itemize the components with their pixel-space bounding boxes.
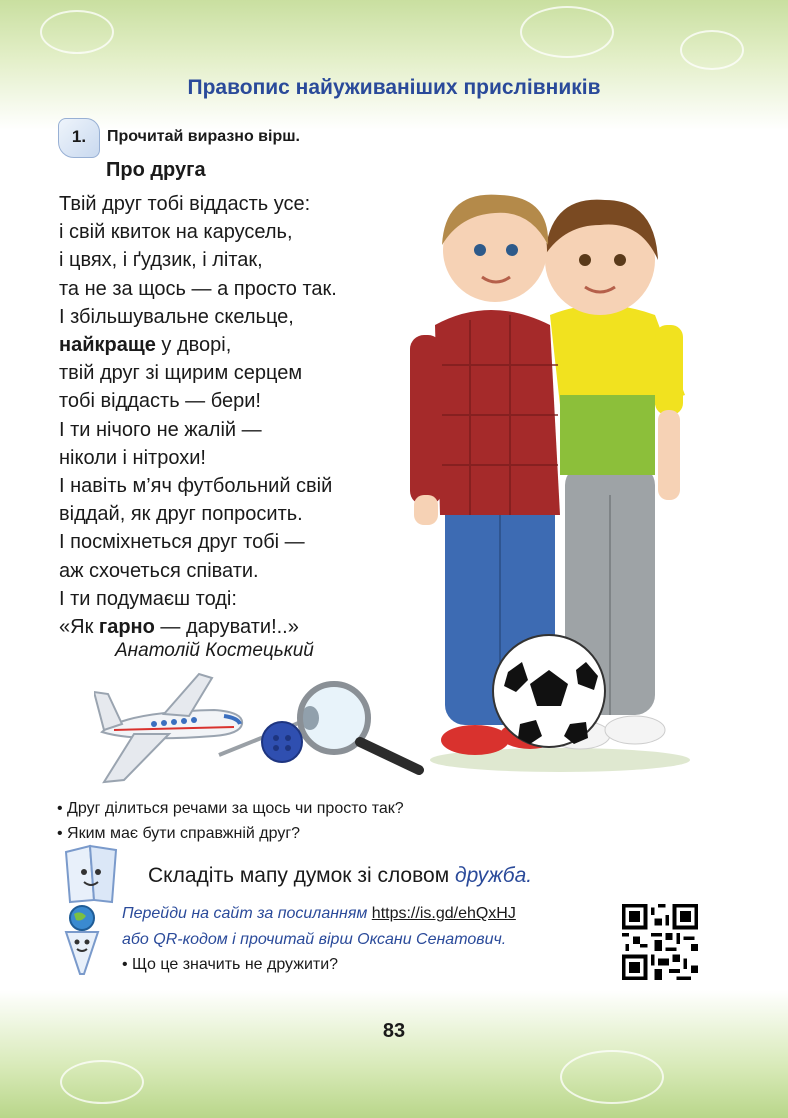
poem-body — [59, 190, 337, 641]
highlighted-adverb: найкраще — [59, 334, 156, 357]
poem-title: Про друга — [106, 159, 206, 181]
poem-line: віддай, як друг попросить. — [59, 503, 303, 526]
poem-line: найкраще у дворі, — [59, 334, 232, 357]
poem-line: І ти подумаєш тоді: — [59, 587, 237, 610]
online-question: • Що це значить не дружити? — [122, 956, 339, 973]
online-task-line: або QR-кодом і прочитай вірш Оксани Сенатович. — [122, 931, 507, 948]
question-item: • Яким має бути справжній друг? — [57, 825, 301, 842]
globe-character-icon — [58, 904, 106, 976]
decor-swirl — [680, 30, 744, 70]
qr-code-icon[interactable] — [622, 904, 698, 980]
poem-line: І ти нічого не жалій — — [59, 418, 262, 441]
task-instruction: Прочитай виразно вірш. — [107, 128, 300, 145]
poem-line: І збільшувальне скельце, — [59, 305, 294, 328]
poem-line: «Як гарно — дарувати!..» — [59, 616, 299, 639]
poem-line: та не за щось — а просто так. — [59, 277, 337, 300]
soccer-ball-illustration — [490, 632, 608, 750]
book-character-icon — [60, 842, 122, 906]
poem-line: І навіть м’яч футбольний свій — [59, 475, 333, 498]
task-number-badge: 1. — [58, 118, 100, 158]
poem-line: і свій квиток на карусель, — [59, 221, 293, 244]
poem-line: ніколи і нітрохи! — [59, 446, 206, 469]
question-item: • Друг ділиться речами за щось чи просто так? — [57, 800, 404, 817]
page-number: 83 — [382, 1020, 406, 1042]
poem-line: І посміхнеться друг тобі — — [59, 531, 305, 554]
mind-map-word: дружба. — [454, 864, 533, 887]
poem-line: твій друг зі щирим серцем — [59, 362, 303, 385]
poem-line: аж схочеться співати. — [59, 559, 259, 582]
header-background — [0, 0, 788, 130]
decor-swirl — [560, 1050, 664, 1104]
poem-line: тобі віддасть — бери! — [59, 390, 261, 413]
magnifier-nail-button-illustration — [214, 680, 424, 780]
online-task-line: Перейди на сайт за посиланням https://is.gd/ehQxHJ — [122, 905, 516, 922]
decor-swirl — [520, 6, 614, 58]
poem-line: і цвях, і ґудзик, і літак, — [59, 249, 263, 272]
poem-author: Анатолій Костецький — [115, 640, 314, 661]
highlighted-adverb: гарно — [98, 616, 155, 639]
poem-line: Твій друг тобі віддасть усе: — [59, 193, 311, 215]
resource-link[interactable]: https://is.gd/ehQxHJ — [371, 905, 516, 922]
page-title: Правопис найуживаніших прислівників — [187, 76, 601, 99]
decor-swirl — [60, 1060, 144, 1104]
decor-swirl — [40, 10, 114, 54]
mind-map-task: Складіть мапу думок зі словом дружба. — [148, 864, 533, 887]
